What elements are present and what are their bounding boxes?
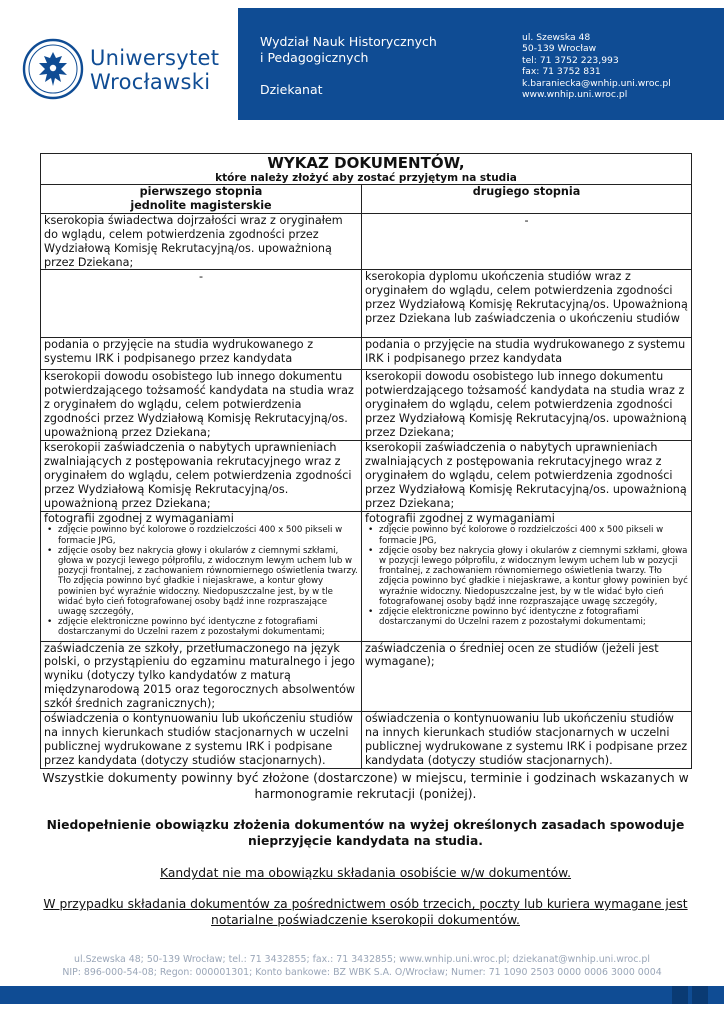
table-cell: kserokopia świadectwa dojrzałości wraz z oryginałem do wglądu, celem potwierdzenia zgodności przez Wydziałową Komisję Rekrutacyjną/os. upoważnioną przez Dziekana; — [41, 213, 362, 270]
table-title-cell — [41, 154, 692, 185]
table-cell: kserokopii zaświadczenia o nabytych uprawnieniach zwalniających z postępowania rekrutacyjnego wraz z oryginałem do wglądu, celem potwierdzenia zgodności przez Wydziałową Komisję Rekrutacyjną/os. upoważnioną przez Dziekana; — [41, 440, 362, 511]
list-item: • zdjęcie powinno być kolorowe o rozdzielczości 400 x 500 pikseli w formacie JPG, — [379, 525, 688, 545]
list-item: • zdjęcie powinno być kolorowe o rozdzielczości 400 x 500 pikseli w formacie JPG, — [58, 525, 358, 545]
university-eagle-emblem-icon — [22, 38, 84, 100]
table-cell: oświadczenia o kontynuowaniu lub ukończeniu studiów na innych kierunkach studiów stacjonarnych w uczelni publicznej wydrukowane z systemu IRK i podpisane przez kandydata (dotyczy studiów stacjonarnych). — [41, 712, 362, 769]
photo-requirements-list — [365, 525, 688, 627]
footer-bar-square — [692, 986, 708, 1004]
footer-address: ul.Szewska 48; 50-139 Wrocław; tel.: 71 3432855; fax.: 71 3432855; www.wnhip.uni.wroc.pl; dziekanat@wnhip.uni.wroc.pl — [74, 954, 650, 965]
table-row — [41, 641, 692, 712]
table-cell: kserokopia dyplomu ukończenia studiów wraz z oryginałem do wglądu, celem potwierdzenia zgodności przez Wydziałową Komisję Rekrutacyjną/os. Upoważnioną przez Dziekana lub zaświadczenia o ukończeniu studiów — [362, 270, 692, 338]
table-row — [41, 338, 692, 370]
footer-registration: NIP: 896-000-54-08; Regon: 000001301; Konto bankowe: BZ WBK S.A. O/Wrocław; Numer: 71 1090 2503 0000 0006 3000 0004 — [62, 966, 662, 978]
table-cell: kserokopii dowodu osobistego lub innego dokumentu potwierdzającego tożsamość kandydata na studia wraz z oryginałem do wglądu, celem potwierdzenia zgodności przez Wydziałową Komisję Rekrutacyjną/os. upoważnioną przez Dziekana; — [362, 370, 692, 441]
table-row — [41, 213, 692, 270]
table-title-row — [41, 154, 692, 185]
list-item: • zdjęcie elektroniczne powinno być identyczne z fotografiami dostarczanymi do Uczelni razem z pozostałymi dokumentami; — [58, 617, 358, 637]
university-name — [90, 46, 219, 94]
logo-line-1: Uniwersytet — [90, 46, 220, 70]
col1-header-line-2: jednolite magisterskie — [130, 198, 272, 212]
contact-phone: tel: 71 3752 223,993 — [522, 54, 619, 66]
list-item: • zdjęcie elektroniczne powinno być identyczne z fotografiami dostarczanymi do Uczelni razem z pozostałymi dokumentami; — [379, 607, 688, 627]
table-cell: podania o przyjęcie na studia wydrukowanego z systemu IRK i podpisanego przez kandydata — [362, 338, 692, 370]
photo-intro: fotografii zgodnej z wymaganiami — [365, 511, 555, 525]
faculty-line-2: i Pedagogicznych — [260, 50, 369, 65]
contact-street: ul. Szewska 48 — [522, 32, 591, 43]
table-cell: podania o przyjęcie na studia wydrukowanego z systemu IRK i podpisanego przez kandydata — [41, 338, 362, 370]
table-subtitle: które należy złożyć aby zostać przyjętym na studia — [215, 172, 517, 184]
photo-requirements-cell — [41, 511, 362, 641]
list-item: • zdjęcie osoby bez nakrycia głowy i okularów z ciemnymi szkłami, głowa w pozycji lewego półprofilu, z widocznym lewym uchem lub w pozycji frontalnej, z zachowaniem równomiernego oświetlenia twarzy. Tło zdjęcia powinno być gładkie i niejaskrawe, a kontur głowy powinien być wyraźnie widoczny. Niedopuszczalne jest, by w tle widać było cień fotografowanej osoby bądź inne rozpraszające uwagę szczegóły, — [379, 546, 688, 607]
note-consequence: Niedopełnienie obowiązku złożenia dokumentów na wyżej określonych zasadach spowoduje nieprzyjęcie kandydata na studia. — [46, 818, 685, 848]
table-cell: kserokopii zaświadczenia o nabytych uprawnieniach zwalniających z postępowania rekrutacyjnego wraz z oryginałem do wglądu, celem potwierdzenia zgodności przez Wydziałową Komisję Rekrutacyjną/os. upoważnioną przez Dziekana; — [362, 440, 692, 511]
contact-postcode: 50-139 Wrocław — [522, 43, 597, 55]
contact-email[interactable]: k.baraniecka@wnhip.uni.wroc.pl — [522, 77, 671, 89]
footer-bar — [0, 986, 724, 1004]
col1-header-line-1: pierwszego stopnia — [139, 185, 263, 198]
col1-header — [41, 185, 362, 214]
table-cell: kserokopii dowodu osobistego lub innego dokumentu potwierdzającego tożsamość kandydata na studia wraz z oryginałem do wglądu, celem potwierdzenia zgodności przez Wydziałową Komisję Rekrutacyjną/os. upoważnioną przez Dziekana; — [41, 370, 362, 441]
table-cell: - — [362, 213, 692, 270]
university-logo — [0, 8, 238, 120]
table-row — [41, 511, 692, 641]
documents-table — [40, 153, 692, 769]
col2-header: drugiego stopnia — [362, 185, 692, 214]
photo-intro: fotografii zgodnej z wymaganiami — [44, 511, 234, 525]
table-header-row — [41, 185, 692, 214]
table-row — [41, 270, 692, 338]
letterhead — [0, 0, 724, 120]
note-third-party: W przypadku składania dokumentów za pośrednictwem osób trzecich, poczty lub kuriera wymagane jest notarialne poświadczenie kserokopii dokumentów. — [43, 897, 688, 927]
faculty-name — [260, 34, 437, 66]
table-cell: oświadczenia o kontynuowaniu lub ukończeniu studiów na innych kierunkach studiów stacjonarnych w uczelni publicznej wydrukowane z systemu IRK i podpisane przez kandydata (dotyczy studiów stacjonarnych). — [362, 712, 692, 769]
table-row — [41, 440, 692, 511]
footer — [0, 954, 724, 979]
photo-requirements-list — [44, 525, 358, 637]
header-band — [238, 8, 724, 120]
table-row — [41, 712, 692, 769]
footer-bar-square — [672, 986, 688, 1004]
note-deadline: Wszystkie dokumenty powinny być złożone (dostarczone) w miejscu, terminie i godzinach wskazanych w harmonogramie rekrutacji (poniżej). — [42, 771, 689, 801]
note-not-in-person: Kandydat nie ma obowiązku składania osobiście w/w dokumentów. — [159, 866, 572, 880]
table-row — [41, 370, 692, 441]
faculty-line-1: Wydział Nauk Historycznych — [260, 34, 437, 49]
contact-block — [522, 32, 671, 100]
table-cell: - — [41, 270, 362, 338]
department-name: Dziekanat — [260, 82, 323, 97]
table-cell: zaświadczenia o średniej ocen ze studiów (jeżeli jest wymagane); — [362, 641, 692, 712]
photo-requirements-cell — [362, 511, 692, 641]
contact-fax: fax: 71 3752 831 — [522, 66, 601, 78]
table-title: WYKAZ DOKUMENTÓW, — [267, 154, 465, 172]
table-cell: zaświadczenia ze szkoły, przetłumaczonego na język polski, o przystąpieniu do egzaminu maturalnego i jego wyniku (dotyczy tylko kandydatów z maturą międzynarodową 2015 oraz tegorocznych absolwentów szkół średnich zagranicznych); — [41, 641, 362, 712]
list-item: • zdjęcie osoby bez nakrycia głowy i okularów z ciemnymi szkłami, głowa w pozycji lewego półprofilu, z widocznym lewym uchem lub w pozycji frontalnej, z zachowaniem równomiernego oświetlenia twarzy. Tło zdjęcia powinno być gładkie i niejaskrawe, a kontur głowy powinien być wyraźnie widoczny. Niedopuszczalne jest, by w tle widać było cień fotografowanej osoby bądź inne rozpraszające uwagę szczegóły, — [58, 546, 358, 617]
logo-line-2: Wrocławski — [90, 70, 211, 94]
contact-website[interactable]: www.wnhip.uni.wroc.pl — [522, 89, 628, 101]
